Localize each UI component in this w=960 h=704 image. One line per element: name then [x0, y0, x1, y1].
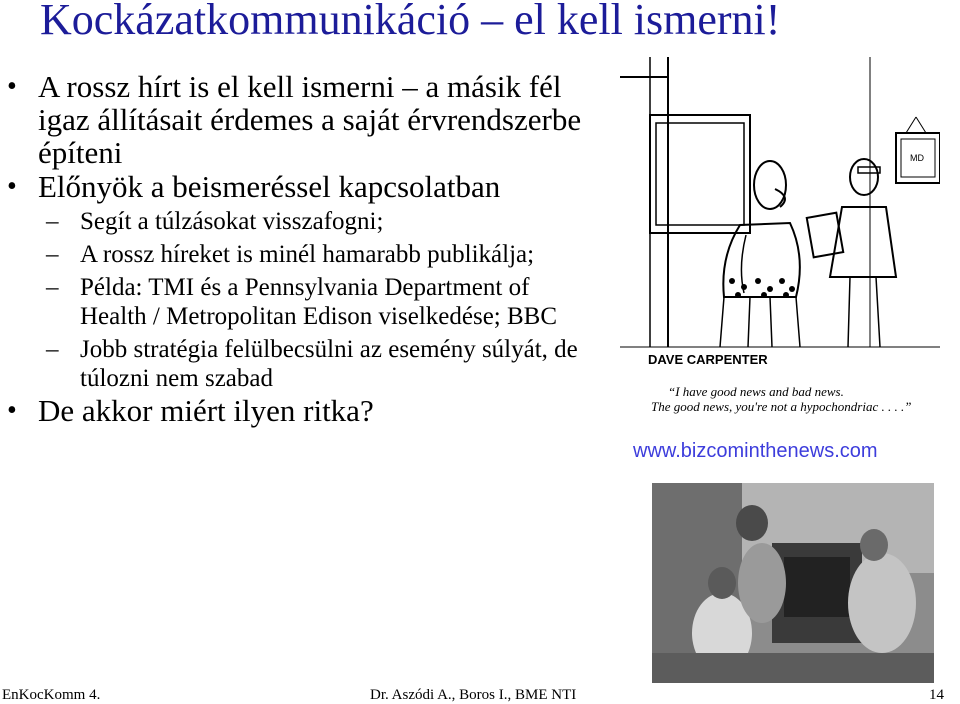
cartoon-caption-line-1: “I have good news and bad news.	[668, 384, 844, 399]
dash-icon: –	[46, 208, 59, 235]
bullet-list	[0, 70, 600, 428]
bullet-item	[0, 394, 600, 427]
sub-bullet-text: A rossz híreket is minél hamarabb publikálja;	[80, 241, 535, 268]
bullet-dot-icon: •	[7, 171, 17, 202]
sub-bullet-item	[0, 240, 600, 269]
credit-url-link[interactable]: www.bizcominthenews.com	[633, 440, 878, 462]
bullet-text: A rossz hírt is el kell ismerni – a másik fél igaz állításait érdemes a saját érvrendszerbe építeni	[38, 69, 582, 170]
sub-bullet-text: Példa: TMI és a Pennsylvania Department of Health / Metropolitan Edison viselkedése; BBC	[80, 274, 558, 330]
cartoonist-signature: DAVE CARPENTER	[648, 352, 768, 367]
family-radio-photo	[652, 483, 934, 683]
footer-page-number: 14	[929, 687, 944, 703]
sub-bullet-text: Jobb stratégia felülbecsülni az esemény súlyát, de túlozni nem szabad	[80, 336, 578, 392]
bullet-dot-icon: •	[7, 395, 17, 426]
bullet-text: Előnyök a beismeréssel kapcsolatban	[38, 169, 501, 204]
doctor-cartoon-illustration	[620, 57, 940, 427]
dash-icon: –	[46, 274, 59, 301]
sub-bullet-item	[0, 335, 600, 393]
bullet-text: De akkor miért ilyen ritka?	[38, 393, 374, 428]
footer-course: EnKocKomm 4.	[2, 687, 101, 703]
sub-bullet-item	[0, 273, 600, 331]
slide-title: Kockázatkommunikáció – el kell ismerni!	[40, 0, 781, 44]
cartoon-caption-line-2: The good news, you're not a hypochondriac . . . .”	[651, 399, 912, 414]
bullet-item	[0, 170, 600, 203]
dash-icon: –	[46, 241, 59, 268]
sub-bullet-item	[0, 207, 600, 236]
footer-authors: Dr. Aszódi A., Boros I., BME NTI	[370, 687, 577, 703]
sub-bullet-text: Segít a túlzásokat visszafogni;	[80, 208, 384, 235]
diploma-text: MD	[910, 153, 924, 163]
bullet-item	[0, 70, 600, 169]
dash-icon: –	[46, 336, 59, 363]
bullet-dot-icon: •	[7, 71, 17, 102]
